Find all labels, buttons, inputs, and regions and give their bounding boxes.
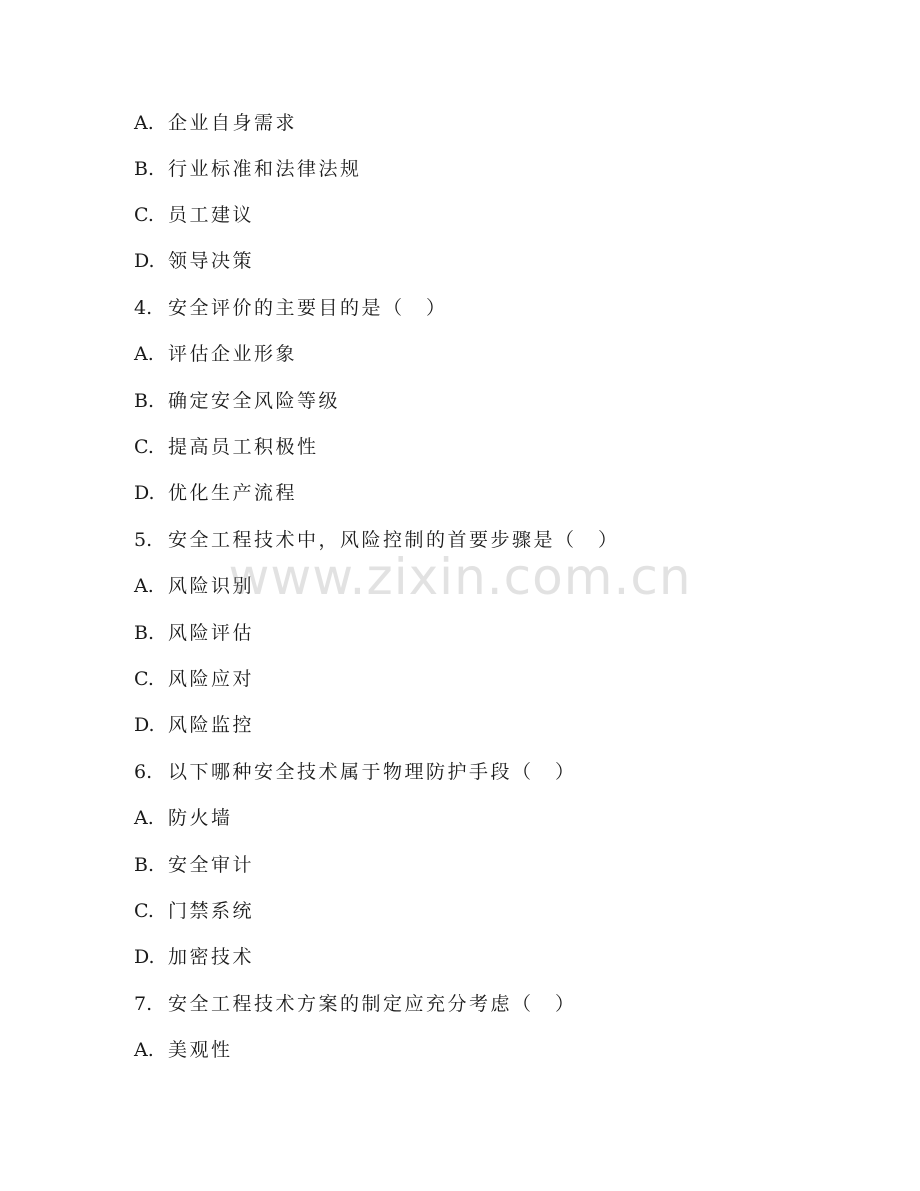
option-b-line [134, 850, 254, 880]
option-marker: B. [134, 622, 155, 644]
option-text: 领导决策 [168, 250, 255, 272]
option-marker: D. [134, 250, 155, 272]
option-a-line [134, 571, 254, 601]
option-marker: C. [134, 436, 154, 458]
option-b-line [134, 618, 254, 648]
option-text: 加密技术 [168, 946, 255, 968]
question-number: 6. [134, 761, 153, 783]
question-number: 5. [134, 529, 153, 551]
question-7-line [134, 989, 577, 1019]
option-text: 美观性 [168, 1039, 233, 1061]
option-b-line [134, 386, 340, 416]
option-text: 提高员工积极性 [168, 436, 319, 458]
option-a-line [134, 108, 297, 138]
question-number: 7. [134, 993, 153, 1015]
question-text: 安全工程技术方案的制定应充分考虑（ ） [168, 993, 577, 1015]
option-a-line [134, 803, 233, 833]
option-text: 安全审计 [168, 854, 255, 876]
option-b-line [134, 154, 362, 184]
option-c-line [134, 896, 254, 926]
option-marker: A. [134, 575, 154, 597]
question-text: 安全工程技术中，风险控制的首要步骤是（ ） [168, 529, 620, 551]
option-a-line [134, 339, 297, 369]
question-6-line [134, 757, 577, 787]
option-text: 确定安全风险等级 [168, 390, 341, 412]
option-text: 风险监控 [168, 714, 255, 736]
option-marker: A. [134, 112, 154, 134]
question-text: 安全评价的主要目的是（ ） [168, 297, 448, 319]
option-d-line [134, 710, 254, 740]
option-d-line [134, 246, 254, 276]
option-c-line [134, 664, 254, 694]
option-text: 风险识别 [168, 575, 255, 597]
option-text: 风险评估 [168, 622, 255, 644]
option-c-line [134, 432, 319, 462]
option-marker: C. [134, 668, 154, 690]
option-text: 员工建议 [168, 204, 255, 226]
option-d-line [134, 478, 297, 508]
watermark: www.zixin.com.cn [228, 548, 692, 606]
option-marker: C. [134, 204, 154, 226]
option-marker: A. [134, 343, 154, 365]
option-marker: B. [134, 854, 155, 876]
option-text: 优化生产流程 [168, 482, 298, 504]
option-c-line [134, 200, 254, 230]
option-marker: C. [134, 900, 154, 922]
option-text: 评估企业形象 [168, 343, 298, 365]
option-marker: B. [134, 158, 155, 180]
option-marker: D. [134, 482, 155, 504]
option-d-line [134, 942, 254, 972]
option-text: 行业标准和法律法规 [168, 158, 362, 180]
option-text: 企业自身需求 [168, 112, 298, 134]
option-a-line [134, 1035, 233, 1065]
option-text: 风险应对 [168, 668, 255, 690]
option-marker: D. [134, 714, 155, 736]
option-marker: A. [134, 1039, 154, 1061]
option-text: 门禁系统 [168, 900, 255, 922]
option-marker: B. [134, 390, 155, 412]
option-text: 防火墙 [168, 807, 233, 829]
question-text: 以下哪种安全技术属于物理防护手段（ ） [168, 761, 577, 783]
question-5-line [134, 525, 620, 555]
question-number: 4. [134, 297, 153, 319]
option-marker: D. [134, 946, 155, 968]
option-marker: A. [134, 807, 154, 829]
question-4-line [134, 293, 448, 323]
